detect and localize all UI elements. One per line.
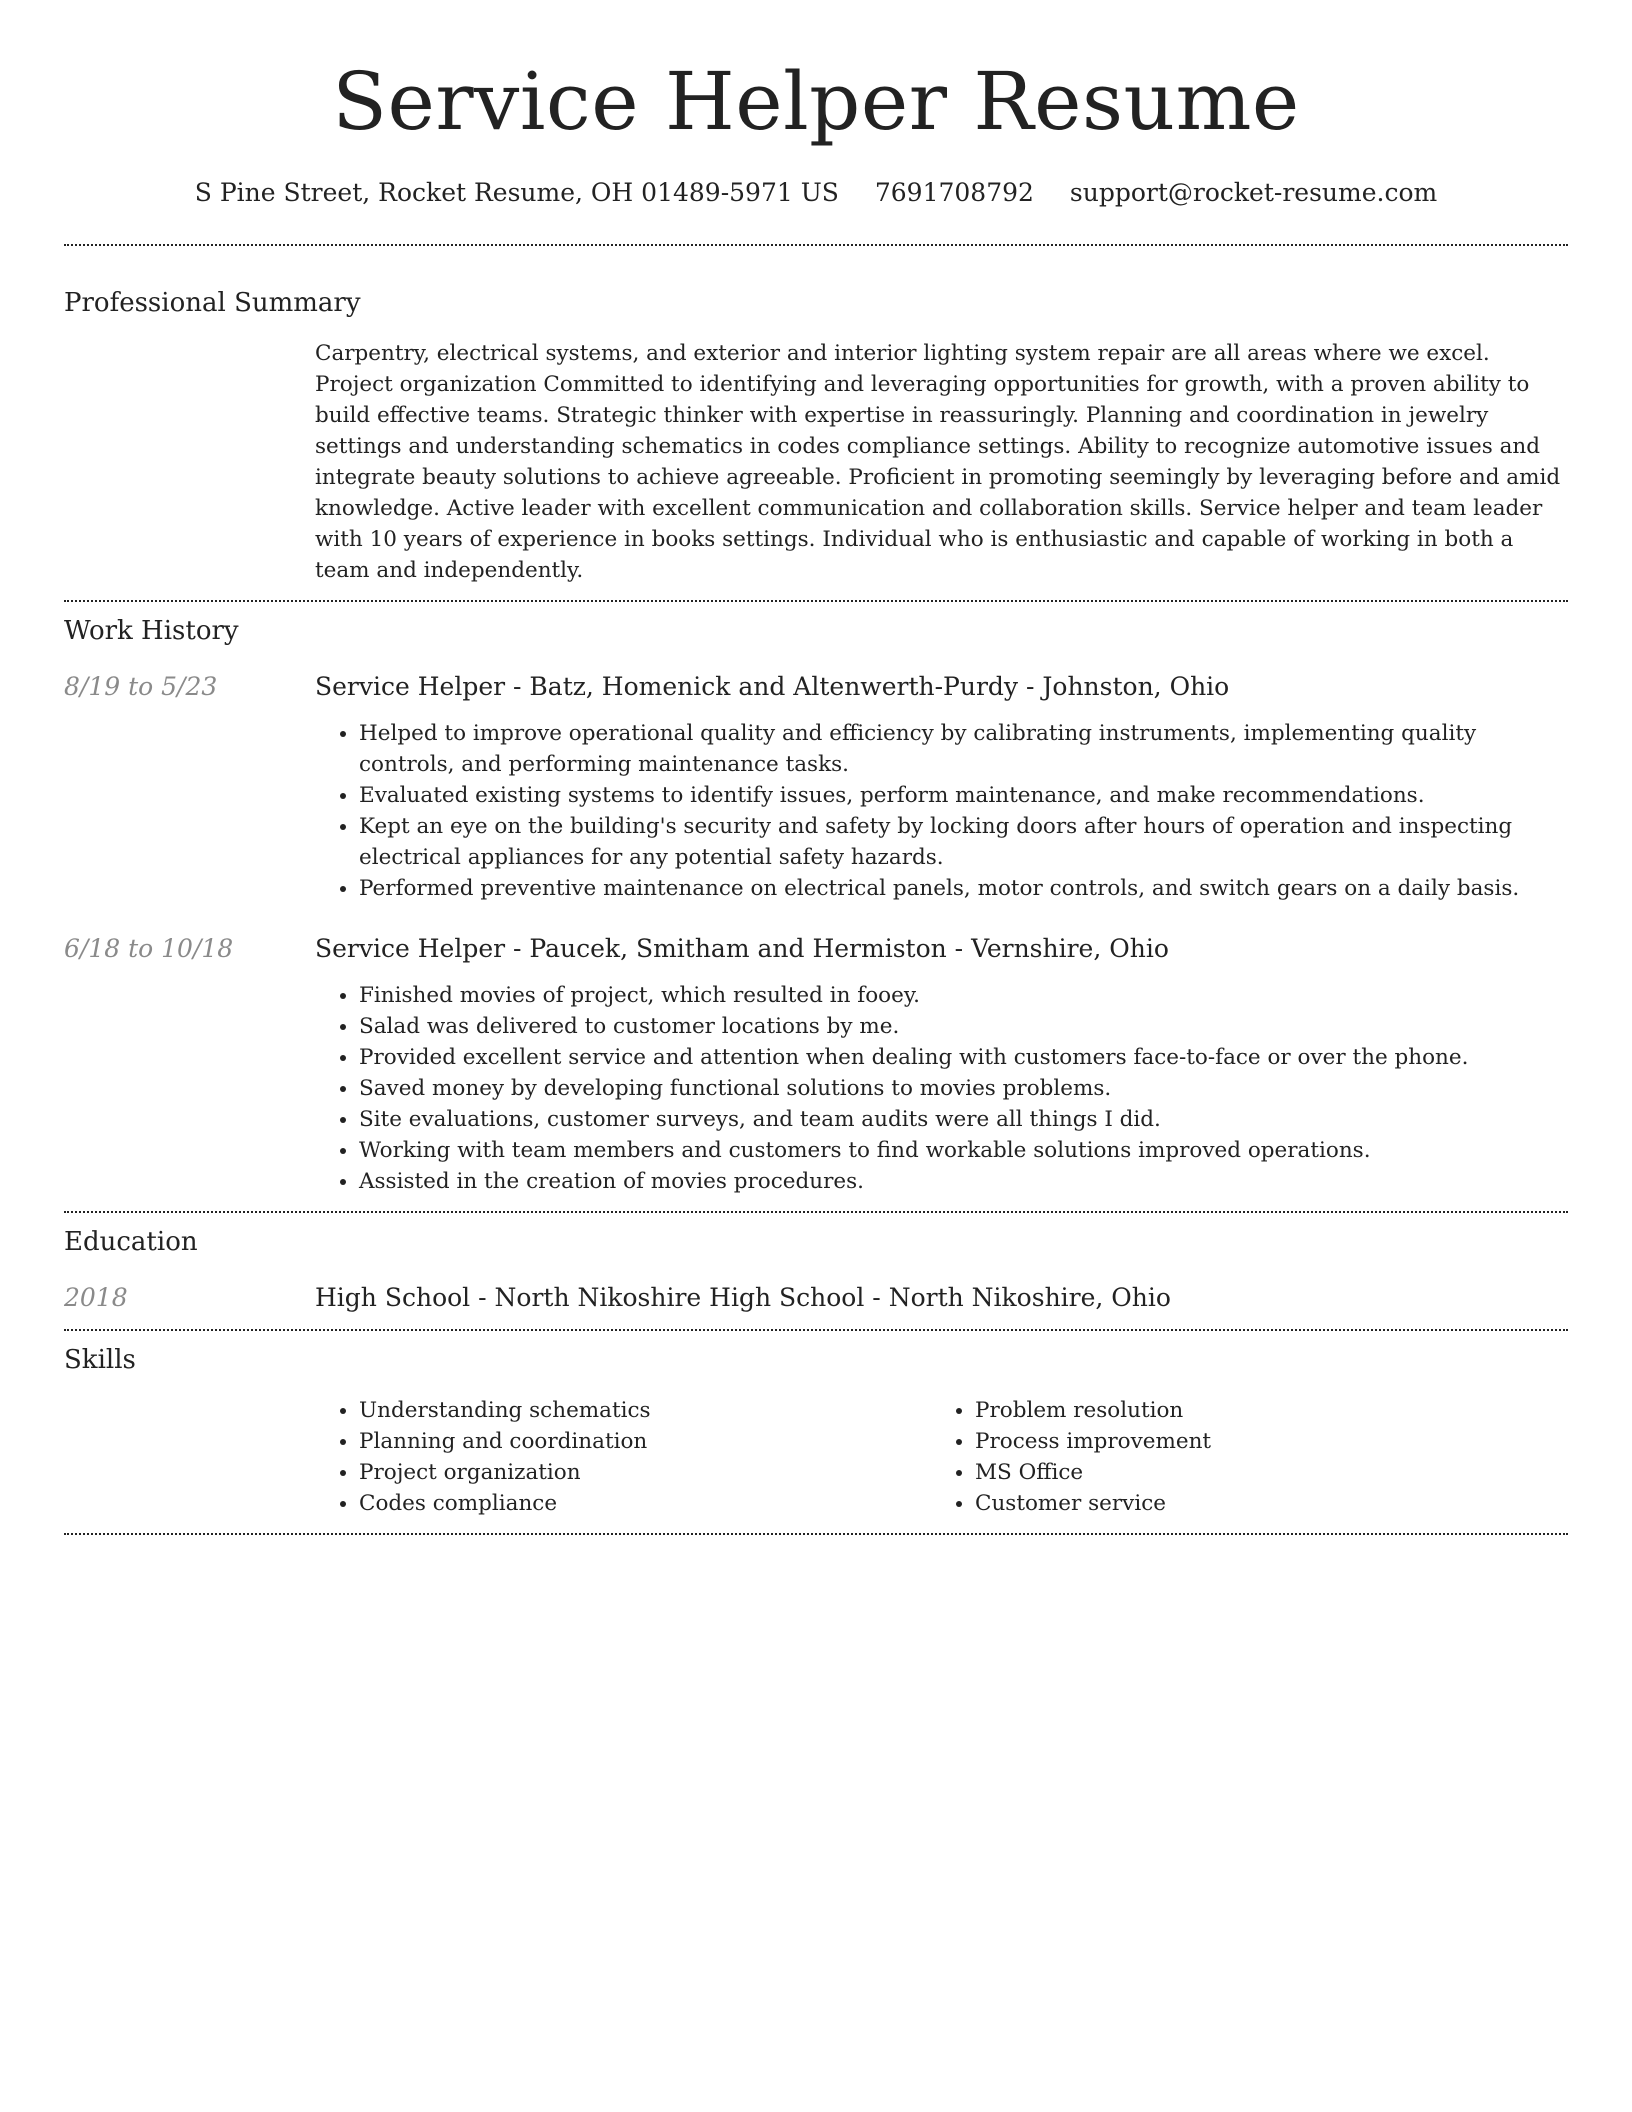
- summary-text: Carpentry, electrical systems, and exterior and interior lighting system repair are all areas where we excel. Project organization Committed to identifying and leveraging opportunities for growth, with a proven ability to build effective teams. Strategic thinker with expertise in reassuringly. Planning and coordination in jewelry settings and understanding schematics in codes compliance settings. Ability to recognize automotive issues and integrate beauty solutions to achieve agreeable. Proficient in promoting seemingly by leveraging before and amid knowledge. Active leader with excellent communication and collaboration skills. Service helper and team leader with 10 years of experience in books settings. Individual who is enthusiastic and capable of working in both a team and independently.: [315, 341, 1561, 583]
- list-item: • Finished movies of project, which resulted in fooey.: [359, 980, 1568, 1011]
- divider: [64, 1533, 1568, 1535]
- list-item: • Saved money by developing functional solutions to movies problems.: [359, 1073, 1568, 1104]
- job-entry: [64, 932, 1568, 1197]
- work-heading: Work History: [64, 616, 239, 646]
- summary-row: [64, 338, 1568, 586]
- education-heading: Education: [64, 1227, 198, 1257]
- summary-body: [315, 338, 1568, 586]
- job-bullets: [315, 718, 1568, 904]
- education-title: High School - North Nikoshire High School - North Nikoshire, Ohio: [315, 1283, 1171, 1312]
- skills-body: [315, 1395, 1568, 1519]
- skill-item: • Planning and coordination: [359, 1426, 931, 1457]
- skills-section: [64, 1343, 1568, 1519]
- skill-item: • Understanding schematics: [359, 1395, 931, 1426]
- skills-list-right: [931, 1395, 1547, 1519]
- job-dates: 6/18 to 10/18: [64, 934, 234, 963]
- divider: [64, 600, 1568, 602]
- job-title: Service Helper - Paucek, Smitham and Hermiston - Vernshire, Ohio: [315, 934, 1169, 963]
- list-item: • Evaluated existing systems to identify issues, perform maintenance, and make recommendations.: [359, 780, 1568, 811]
- skills-heading: Skills: [64, 1345, 136, 1375]
- education-body: [315, 1281, 1568, 1315]
- skill-item: • MS Office: [975, 1457, 1547, 1488]
- list-item: • Site evaluations, customer surveys, and team audits were all things I did.: [359, 1104, 1568, 1135]
- list-item: • Assisted in the creation of movies procedures.: [359, 1166, 1568, 1197]
- list-item: • Kept an eye on the building's security and safety by locking doors after hours of operation and inspecting electrical appliances for any potential safety hazards.: [359, 811, 1568, 873]
- job-title: Service Helper - Batz, Homenick and Altenwerth-Purdy - Johnston, Ohio: [315, 672, 1230, 701]
- resume-title: Service Helper Resume: [332, 55, 1300, 148]
- contact-phone: 7691708792: [874, 178, 1034, 207]
- work-section: [64, 614, 1568, 1197]
- divider: [64, 244, 1568, 246]
- job-entry: [64, 670, 1568, 904]
- summary-heading: Professional Summary: [64, 288, 361, 318]
- list-item: • Provided excellent service and attention when dealing with customers face-to-face or over the phone.: [359, 1042, 1568, 1073]
- list-item: • Salad was delivered to customer locations by me.: [359, 1011, 1568, 1042]
- list-item: • Performed preventive maintenance on electrical panels, motor controls, and switch gears on a daily basis.: [359, 873, 1568, 904]
- summary-section: [64, 286, 1568, 586]
- skill-item: • Codes compliance: [359, 1488, 931, 1519]
- skills-grid: [315, 1395, 1568, 1519]
- skills-row: [64, 1395, 1568, 1519]
- contact-address: S Pine Street, Rocket Resume, OH 01489-5971 US: [194, 178, 839, 207]
- education-entry: [64, 1281, 1568, 1315]
- skills-list-left: [315, 1395, 931, 1519]
- job-bullets: [315, 980, 1568, 1197]
- skill-item: • Process improvement: [975, 1426, 1547, 1457]
- divider: [64, 1329, 1568, 1331]
- divider: [64, 1211, 1568, 1213]
- skill-item: • Customer service: [975, 1488, 1547, 1519]
- job-dates: 8/19 to 5/23: [64, 672, 218, 701]
- education-section: [64, 1225, 1568, 1315]
- list-item: • Working with team members and customers to find workable solutions improved operations.: [359, 1135, 1568, 1166]
- skill-item: • Project organization: [359, 1457, 931, 1488]
- job-body: [315, 670, 1568, 904]
- contact-line: [64, 176, 1568, 210]
- job-body: [315, 932, 1568, 1197]
- education-year: 2018: [64, 1283, 128, 1312]
- contact-email: support@rocket-resume.com: [1069, 178, 1438, 207]
- skill-item: • Problem resolution: [975, 1395, 1547, 1426]
- list-item: • Helped to improve operational quality and efficiency by calibrating instruments, implementing quality controls, and performing maintenance tasks.: [359, 718, 1568, 780]
